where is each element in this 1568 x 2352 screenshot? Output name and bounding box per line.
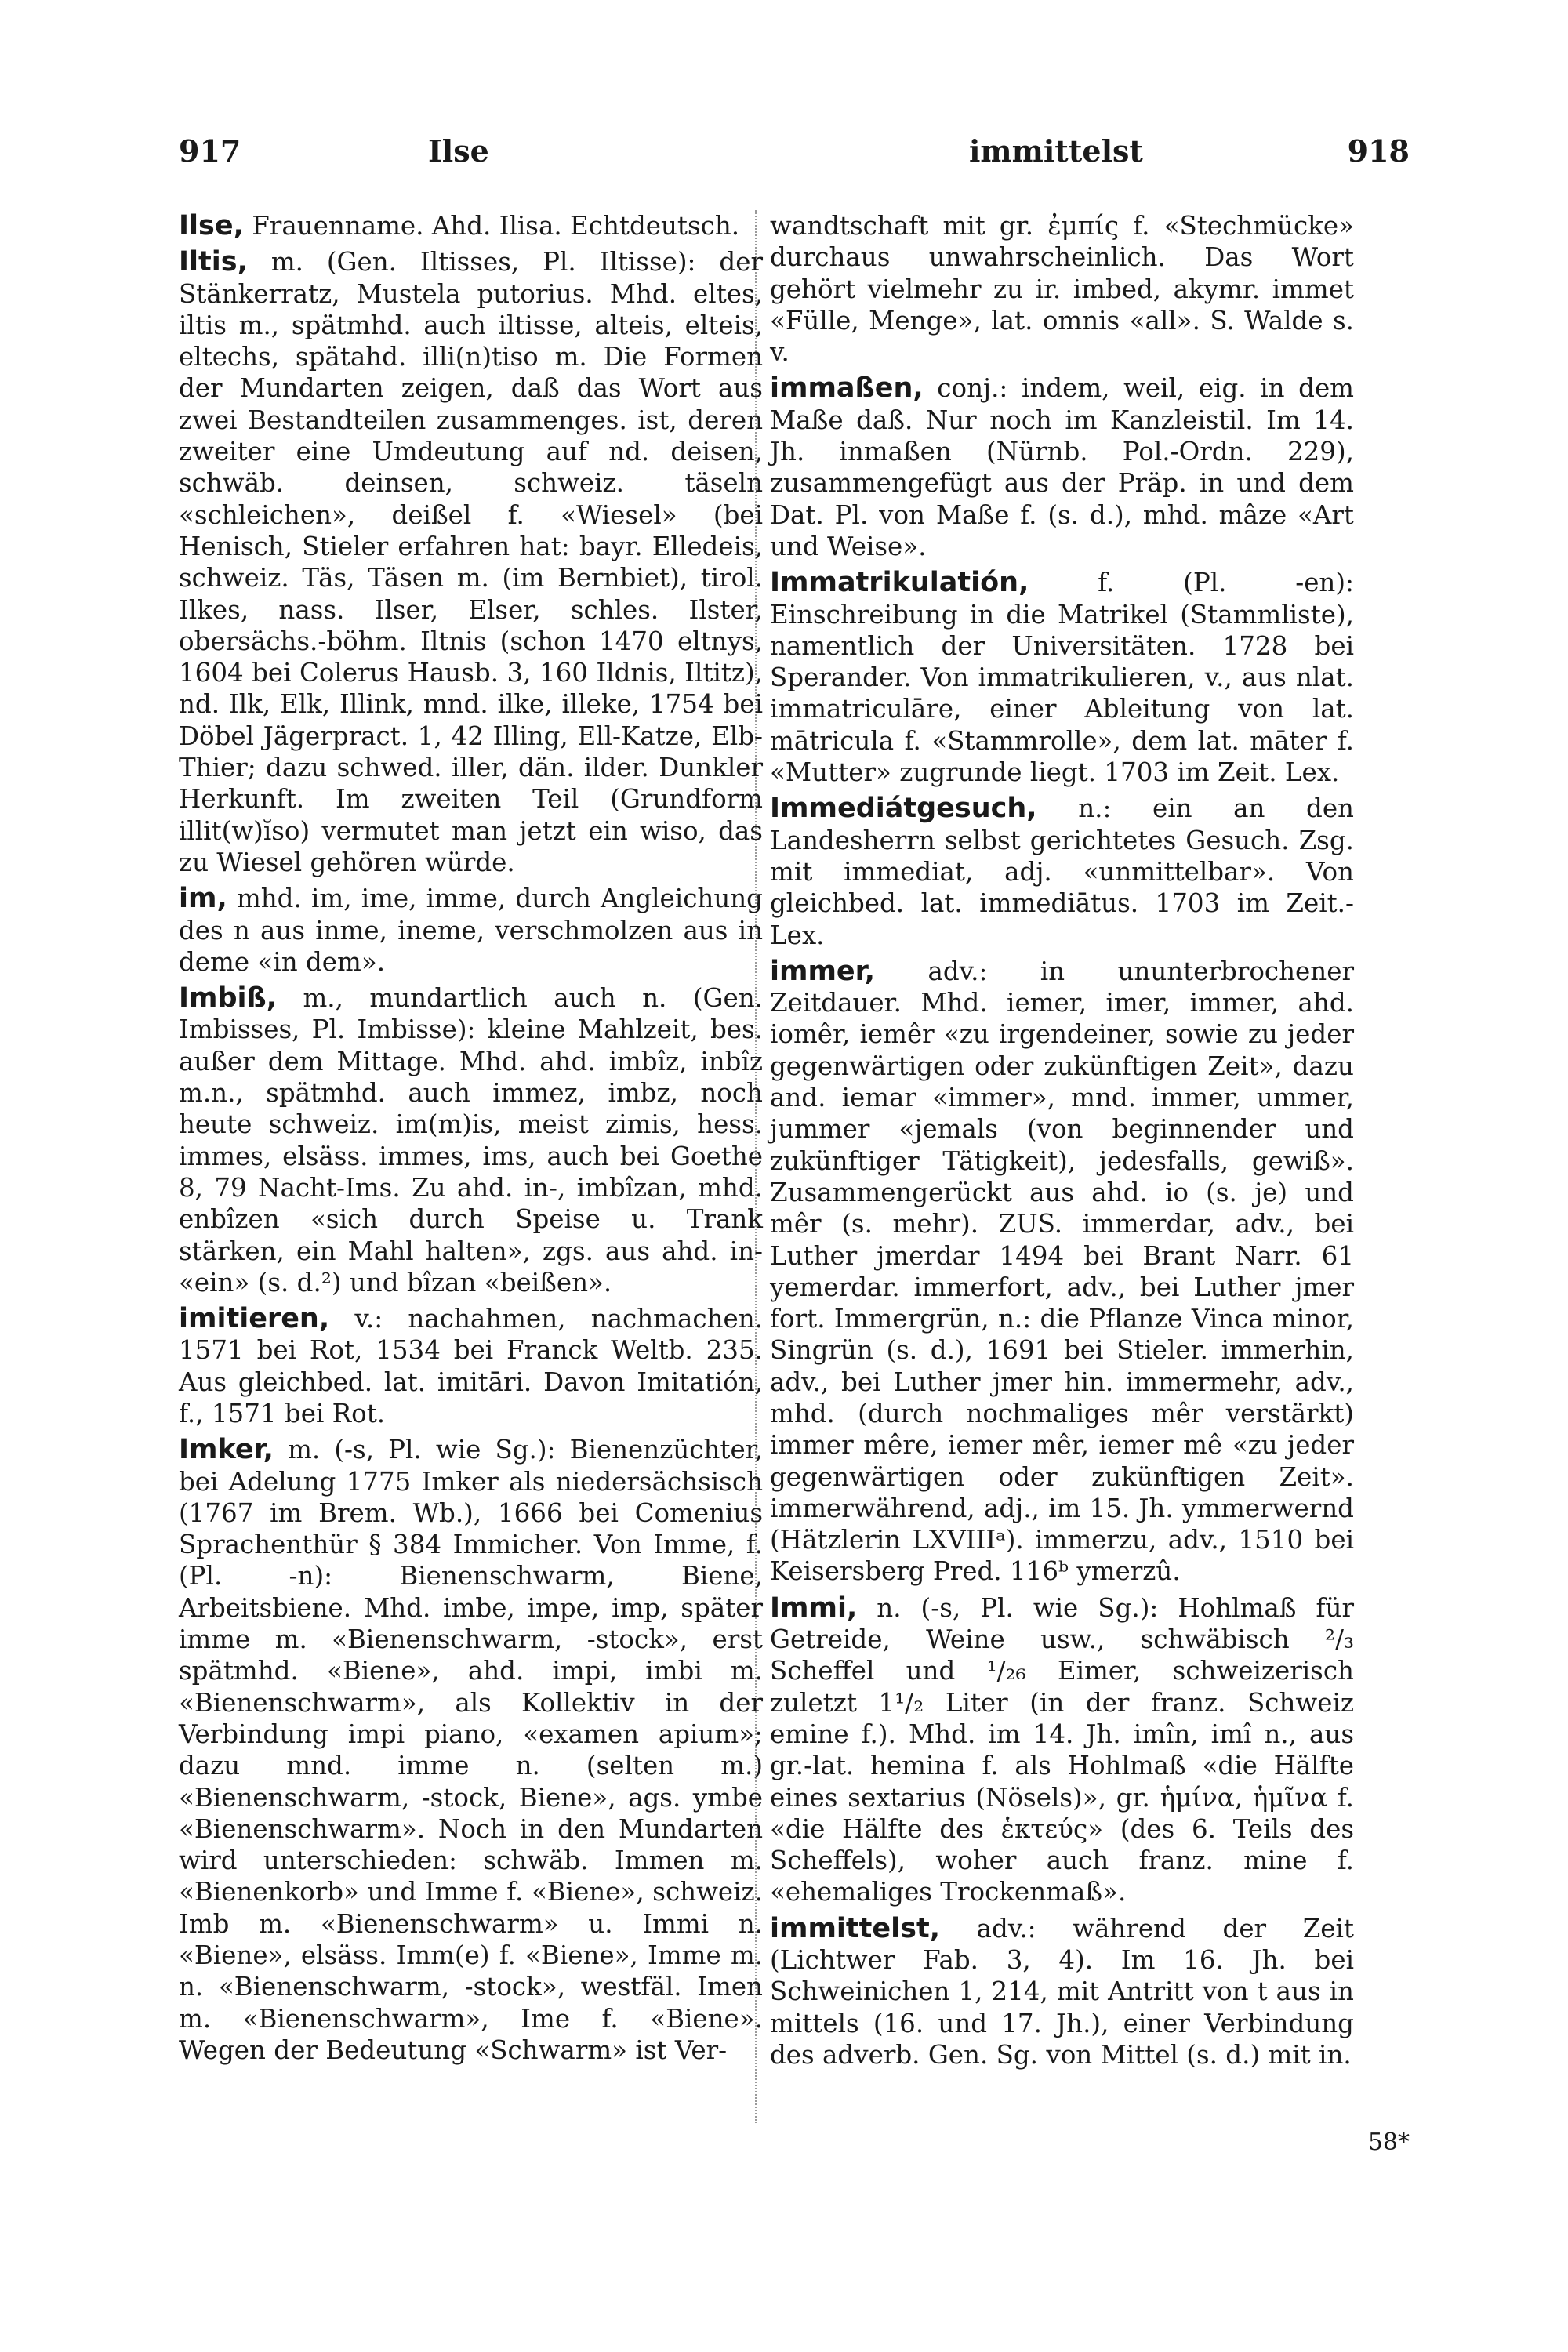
entry-headword: Immediátgesuch, xyxy=(770,793,1037,825)
entry-text: n. (-s, Pl. wie Sg.): Hohlmaß für Getreide, Weine usw., schwäbisch ²/₃ Scheffel und ¹/₂₆ Eimer, schweizerisch zuletzt 1¹/₂ Liter (in der franz. Schweiz emine f.). Mhd. im 14. Jh. imîn, imî n., aus gr.-lat. hemina f. als Hohlmaß «die Hälfte eines sextarius (Nösels)», gr. ἡμίνα, ἡμῖνα f. «die Hälfte des ἑκτεύς» (des 6. Teils des Scheffels), woher auch franz. mine f. «ehemaliges Trockenmaß». xyxy=(770,1592,1354,1907)
dictionary-entry xyxy=(770,372,1354,562)
entry-headword: Imbiß, xyxy=(179,982,278,1014)
left-page-number: 917 xyxy=(179,133,241,169)
entry-continuation xyxy=(770,210,1354,368)
entry-text: conj.: indem, weil, eig. in dem Maße daß. Nur noch im Kanzleistil. Im 14. Jh. inmaßen (Nürnb. Pol.-Ordn. 229), zusammengefügt aus der Präp. in und dem Dat. Pl. von Maße f. (s. d.), mhd. mâze «Art und Weise». xyxy=(770,373,1354,561)
entry-text: Frauenname. Ahd. Ilisa. Echtdeutsch. xyxy=(252,211,740,241)
entry-text: adv.: während der Zeit (Lichtwer Fab. 3, 4). Im 16. Jh. bei Schweinichen 1, 214, mit Antritt von t aus in mittels (16. und 17. Jh.), einer Verbindung des adverb. Gen. Sg. von Mittel (s. d.) mit in. xyxy=(770,1913,1354,2070)
dictionary-entry xyxy=(770,956,1354,1588)
entry-headword: Immatrikulatión, xyxy=(770,567,1029,599)
dictionary-entry xyxy=(770,1913,1354,2071)
entry-text: v.: nachahmen, nachmachen. 1571 bei Rot, 1534 bei Franck Weltb. 235. Aus gleichbed. lat. imitāri. Davon Imitatión, f., 1571 bei Rot. xyxy=(179,1304,763,1428)
right-catchword: immittelst xyxy=(969,133,1143,169)
entry-headword: im, xyxy=(179,883,227,915)
running-header xyxy=(179,133,1410,188)
entry-headword: imitieren, xyxy=(179,1303,330,1335)
entry-headword: immer, xyxy=(770,955,876,987)
dictionary-entry xyxy=(770,567,1354,788)
dictionary-entry xyxy=(179,1434,763,2066)
dictionary-entry xyxy=(770,1592,1354,1908)
entry-text: f. (Pl. -en): Einschreibung in die Matrikel (Stammliste), namentlich der Universitäten. 1728 bei Sperander. Von immatrikulieren, v., aus nlat. immatriculāre, einer Ableitung von lat. mātricula f. «Stammrolle», dem lat. māter f. «Mutter» zugrunde liegt. 1703 im Zeit. Lex. xyxy=(770,568,1354,788)
entry-headword: immittelst, xyxy=(770,1912,940,1944)
entry-headword: Ilse, xyxy=(179,210,244,241)
entry-text: wandtschaft mit gr. ἐμπίς f. «Stechmücke» durchaus unwahrscheinlich. Das Wort gehört vielmehr zu ir. imbed, akymr. immet «Fülle, Menge», lat. omnis «all». S. Walde s. v. xyxy=(770,211,1354,368)
entry-headword: immaßen, xyxy=(770,372,924,405)
dictionary-entry xyxy=(179,883,763,978)
dictionary-entry xyxy=(770,793,1354,950)
entry-headword: Imker, xyxy=(179,1434,274,1466)
right-column xyxy=(770,210,1354,2075)
dictionary-entry xyxy=(179,982,763,1298)
entry-text: adv.: in ununterbrochener Zeitdauer. Mhd. iemer, imer, immer, ahd. iomêr, iemêr «zu irgendeiner, sowie zu jeder gegenwärtigen oder zukünftigen Zeit», dazu and. iemar «immer», mnd. immer, ummer, jummer «jemals (von beginnender und zukünftiger Tätigkeit), jedesfalls, gewiß». Zusammengerückt aus ahd. io (s. je) und mêr (s. mehr). ZUS. immerdar, adv., bei Luther jmerdar 1494 bei Brant Narr. 61 yemerdar. immerfort, adv., bei Luther jmer fort. Immergrün, n.: die Pflanze Vinca minor, Singrün (s. d.), 1691 bei Stieler. immerhin, adv., bei Luther jmer hin. immermehr, adv., mhd. (durch nochmaliges mêr verstärkt) immer mêre, iemer mêr, iemer mê «zu jeder gegenwärtigen oder zukünftigen Zeit». immerwährend, adj., im 15. Jh. ymmerwernd (Hätzlerin LXVIIIᵃ). immerzu, adv., 1510 bei Keisersberg Pred. 116ᵇ ymerzû. xyxy=(770,956,1354,1587)
right-page-number: 918 xyxy=(1347,133,1410,169)
signature-mark: 58* xyxy=(1367,2129,1410,2156)
dictionary-entry xyxy=(179,246,763,878)
entry-text: m. (-s, Pl. wie Sg.): Bienenzüchter, bei Adelung 1775 Imker als niedersächsisch (1767 im Brem. Wb.), 1666 bei Comenius Sprachenthür § 384 Immicher. Von Imme, f. (Pl. -n): Bienenschwarm, Biene, Arbeitsbiene. Mhd. imbe, impe, imp, später imme m. «Bienenschwarm, -stock», erst spätmhd. «Biene», ahd. impi, imbi m. «Bienenschwarm», als Kollektiv in der Verbindung impi piano, «examen apium»; dazu mnd. imme n. (selten m.) «Bienenschwarm, -stock, Biene», ags. ymbe «Bienenschwarm». Noch in den Mundarten wird unterschieden: schwäb. Immen m. «Bienenkorb» und Imme f. «Biene», schweiz. Imb m. «Bienenschwarm» u. Immi n. «Biene», elsäss. Imm(e) f. «Biene», Imme m. n. «Bienenschwarm, -stock», westfäl. Imen m. «Bienenschwarm», Ime f. «Biene». Wegen der Bedeutung «Schwarm» ist Ver- xyxy=(179,1435,763,2065)
left-column xyxy=(179,210,763,2071)
left-catchword: Ilse xyxy=(428,133,489,169)
entry-text: m., mundartlich auch n. (Gen. Imbisses, Pl. Imbisse): kleine Mahlzeit, bes. außer dem Mittage. Mhd. ahd. imbîz, inbîz m.n., spätmhd. auch immez, imbz, noch heute schweiz. im(m)is, meist zimis, hess. immes, elsäss. immes, ims, auch bei Goethe 8, 79 Nacht-Ims. Zu ahd. in-, imbîzan, mhd. enbîzen «sich durch Speise u. Trank stärken, ein Mahl halten», zgs. aus ahd. in- «ein» (s. d.²) und bîzan «beißen». xyxy=(179,983,763,1298)
entry-headword: Immi, xyxy=(770,1592,858,1624)
entry-text: m. (Gen. Iltisses, Pl. Iltisse): der Stänkerratz, Mustela putorius. Mhd. eltes, iltis m., spätmhd. auch iltisse, alteis, elteis, eltechs, spätahd. illi(n)tiso m. Die Formen der Mundarten zeigen, daß das Wort aus zwei Bestandteilen zusammenges. ist, deren zweiter eine Umdeutung auf nd. deisen, schwäb. deinsen, schweiz. täseln «schleichen», deißel f. «Wiesel» (bei Henisch, Stieler erfahren hat: bayr. Elledeis, schweiz. Täs, Täsen m. (im Bernbiet), tirol. Ilkes, nass. Ilser, Elser, schles. Ilster, obersächs.-böhm. Iltnis (schon 1470 eltnys, 1604 bei Colerus Hausb. 3, 160 Ildnis, Iltitz), nd. Ilk, Elk, Illink, mnd. ilke, illeke, 1754 bei Döbel Jägerpract. 1, 42 Illing, Ell-Katze, Elb-Thier; dazu schwed. iller, dän. ilder. Dunkler Herkunft. Im zweiten Teil (Grundform illit(w)ĭso) vermutet man jetzt ein wiso, das zu Wiesel gehören würde. xyxy=(179,247,763,877)
entry-text: mhd. im, ime, imme, durch Angleichung des n aus inme, ineme, verschmolzen aus in deme «in dem». xyxy=(179,884,763,977)
dictionary-entry xyxy=(179,210,763,241)
entry-text: n.: ein an den Landesherrn selbst gerichtetes Gesuch. Zsg. mit immediat, adj. «unmittelbar». Von gleichbed. lat. immediātus. 1703 im Zeit.-Lex. xyxy=(770,793,1354,950)
entry-headword: Iltis, xyxy=(179,246,248,278)
dictionary-entry xyxy=(179,1303,763,1429)
